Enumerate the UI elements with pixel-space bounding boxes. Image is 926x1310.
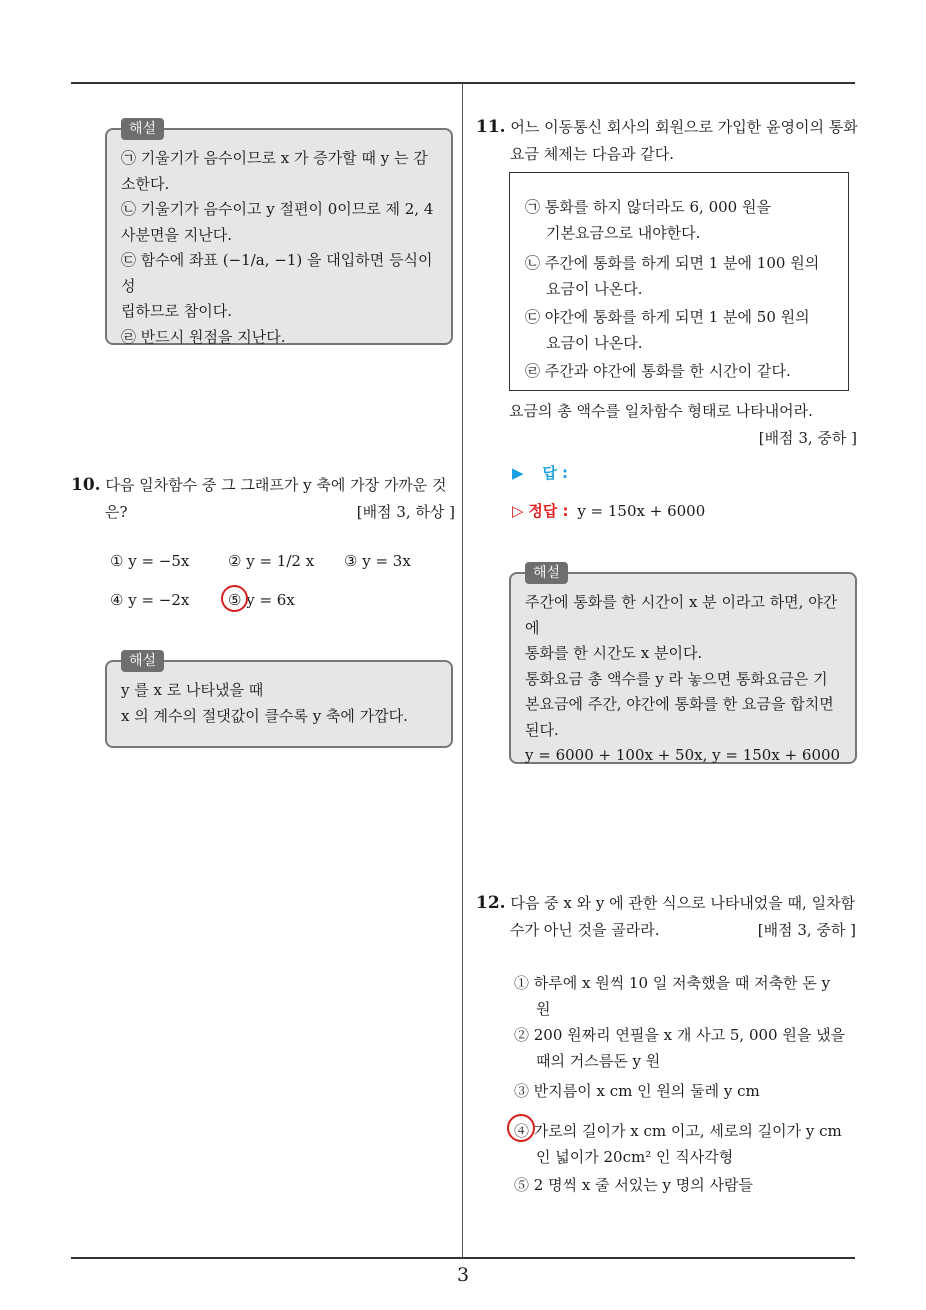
answer-row xyxy=(512,462,568,483)
bottom-rule xyxy=(71,1257,855,1259)
column-divider xyxy=(462,84,463,1257)
score-label: [배점 3, 중하 ] xyxy=(758,429,857,447)
explanation-line: 된다. xyxy=(525,720,559,739)
answer-label: 답 : xyxy=(542,464,569,482)
question-12 xyxy=(476,890,856,944)
outline-play-icon: ▷ xyxy=(512,502,524,520)
q10-option-1[interactable]: ① y = −5x xyxy=(110,552,190,570)
option-line: 인 넓이가 20cm² 인 직사각형 xyxy=(536,1148,734,1166)
explanation-line: 통화요금 총 액수를 y 라 놓으면 통화요금은 기 xyxy=(525,669,828,688)
option-line: ④ 가로의 길이가 x cm 이고, 세로의 길이가 y cm xyxy=(514,1122,842,1140)
q10-option-3[interactable]: ③ y = 3x xyxy=(344,552,411,570)
option-line: 원 xyxy=(536,1000,551,1018)
question-11-prompt xyxy=(509,398,857,452)
explanation-line: ㉣ 반드시 원점을 지난다. xyxy=(121,327,286,346)
explanation-line: 립하므로 참이다. xyxy=(121,302,232,320)
explanation-tag: 해설 xyxy=(121,118,164,140)
correct-label: 정답 : xyxy=(528,502,569,520)
q10-option-5[interactable]: ⑤ y = 6x xyxy=(228,591,295,609)
prompt-text: 요금의 총 액수를 일차함수 형태로 나타내어라. xyxy=(509,402,813,420)
question-text: 은? xyxy=(105,503,128,521)
question-text: 어느 이동통신 회사의 회원으로 가입한 윤영이의 통화 xyxy=(510,118,858,136)
explanation-line: y 를 x 로 나타냈을 때 xyxy=(121,681,264,699)
question-text: 다음 일차함수 중 그 그래프가 y 축에 가장 가까운 것 xyxy=(105,476,447,494)
question-number: 11. xyxy=(476,117,506,137)
condition-line: 요금이 나온다. xyxy=(546,334,643,352)
score-label: [배점 3, 하상 ] xyxy=(356,503,455,521)
page-number: 3 xyxy=(456,1264,470,1286)
condition-line: ㉡ 주간에 통화를 하게 되면 1 분에 100 원의 xyxy=(525,254,820,272)
explanation-line: 본요금에 주간, 야간에 통화를 한 요금을 합치면 xyxy=(525,695,834,713)
explanation-line: ㉢ 함수에 좌표 (−1/a, −1) 을 대입하면 등식이 성 xyxy=(121,251,433,295)
option-line: 때의 거스름돈 y 원 xyxy=(536,1052,661,1070)
q9-explanation-box xyxy=(105,121,453,346)
explanation-tag: 해설 xyxy=(121,650,164,672)
correct-answer-row xyxy=(512,500,705,521)
q12-option-1[interactable] xyxy=(514,970,830,1022)
q11-explanation-box xyxy=(509,565,857,764)
question-text: 요금 체제는 다음과 같다. xyxy=(510,145,674,163)
q10-explanation-box xyxy=(105,653,453,748)
top-rule xyxy=(71,82,855,84)
option-line: ③ 반지름이 x cm 인 원의 둘레 y cm xyxy=(514,1082,760,1100)
explanation-line: x 의 계수의 절댓값이 클수록 y 축에 가깝다. xyxy=(121,706,408,725)
explanation-line: 주간에 통화를 한 시간이 x 분 이라고 하면, 야간에 xyxy=(525,593,838,637)
explanation-line: 통화를 한 시간도 x 분이다. xyxy=(525,644,703,662)
option-line: ① 하루에 x 원씩 10 일 저축했을 때 저축한 돈 y xyxy=(514,974,831,992)
explanation-line: ㉡ 기울기가 음수이고 y 절편이 0이므로 제 2, 4 xyxy=(121,200,434,218)
condition-line: ㉠ 통화를 하지 않더라도 6, 000 원을 xyxy=(525,198,771,216)
question-text: 다음 중 x 와 y 에 관한 식으로 나타내었을 때, 일차함 xyxy=(510,894,856,912)
score-label: [배점 3, 중하 ] xyxy=(757,921,856,939)
explanation-line: ㉠ 기울기가 음수이므로 x 가 증가할 때 y 는 감 xyxy=(121,149,428,167)
q12-option-5[interactable] xyxy=(514,1172,753,1198)
q12-option-4[interactable] xyxy=(514,1118,842,1170)
explanation-line: 소한다. xyxy=(121,174,170,193)
condition-line: 기본요금으로 내야한다. xyxy=(546,224,701,242)
option-line: ② 200 원짜리 연필을 x 개 사고 5, 000 원을 냈을 xyxy=(514,1026,846,1044)
q12-option-3[interactable] xyxy=(514,1078,760,1104)
question-10 xyxy=(71,472,455,526)
correct-value: y = 150x + 6000 xyxy=(577,502,706,520)
condition-line: ㉢ 야간에 통화를 하게 되면 1 분에 50 원의 xyxy=(525,308,810,326)
play-icon: ▶ xyxy=(512,464,524,482)
explanation-line: y = 6000 + 100x + 50x, y = 150x + 6000 xyxy=(525,746,841,764)
question-number: 10. xyxy=(71,475,101,495)
q10-option-2[interactable]: ② y = 1/2 x xyxy=(228,552,315,570)
condition-line: ㉣ 주간과 야간에 통화를 한 시간이 같다. xyxy=(525,362,791,380)
explanation-tag: 해설 xyxy=(525,562,568,584)
q12-option-2[interactable] xyxy=(514,1022,845,1074)
question-number: 12. xyxy=(476,893,506,913)
question-text: 수가 아닌 것을 골라라. xyxy=(510,921,660,939)
option-line: ⑤ 2 명씩 x 줄 서있는 y 명의 사람들 xyxy=(514,1176,754,1194)
q10-option-4[interactable]: ④ y = −2x xyxy=(110,591,190,609)
selected-answer-circle xyxy=(221,585,248,612)
condition-line: 요금이 나온다. xyxy=(546,280,643,298)
question-11 xyxy=(476,114,860,168)
explanation-line: 사분면을 지난다. xyxy=(121,225,232,244)
selected-answer-circle xyxy=(507,1114,535,1142)
